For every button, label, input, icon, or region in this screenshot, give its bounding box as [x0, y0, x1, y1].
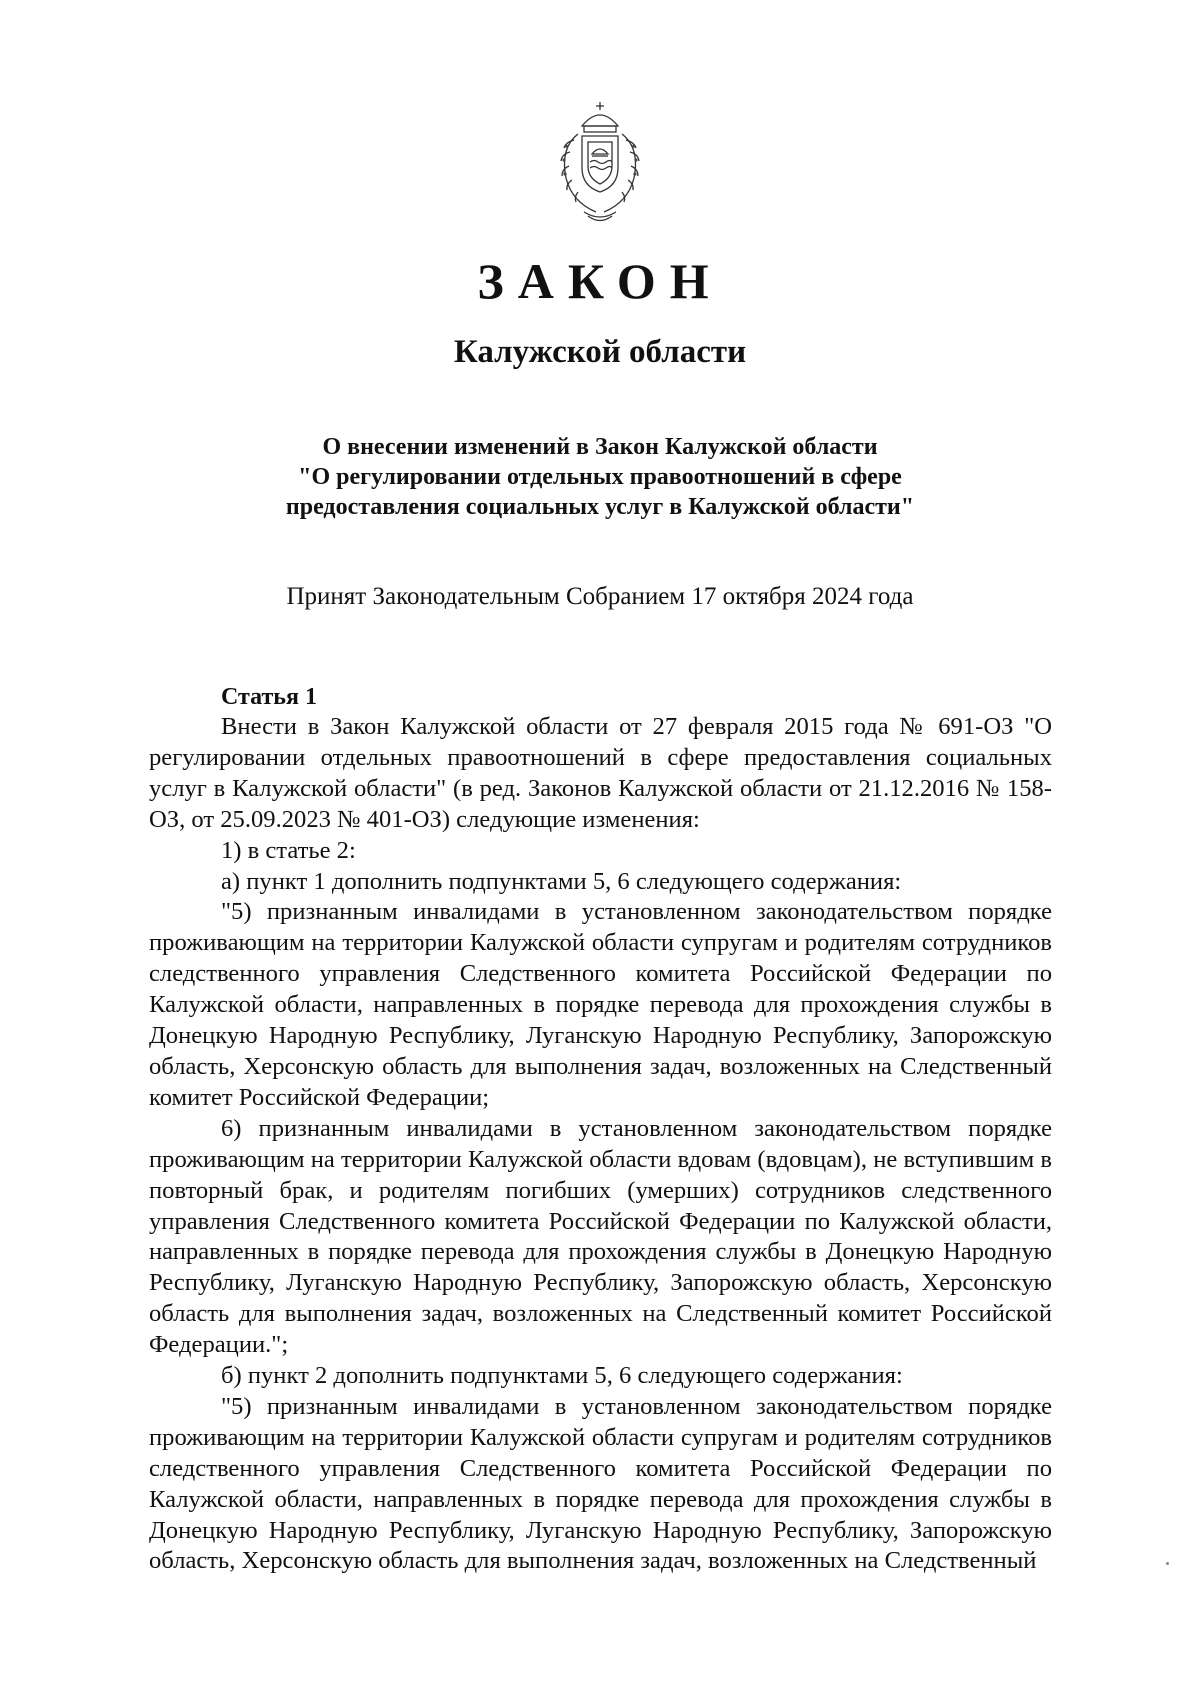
scan-speck: [1166, 1562, 1169, 1565]
body-paragraph: 1) в статье 2:: [221, 836, 356, 864]
law-heading: [150, 432, 1050, 522]
law-heading-line: предоставления социальных услуг в Калужской области": [285, 494, 915, 520]
law-heading-line: О внесении изменений в Закон Калужской области: [322, 434, 878, 460]
body-paragraph: а) пункт 1 дополнить подпунктами 5, 6 следующего содержания:: [221, 867, 902, 895]
kaluga-region-coat-of-arms-icon: [538, 98, 662, 228]
article-body: [149, 712, 1052, 1577]
adoption-date-line: Принят Законодательным Собранием 17 октября 2024 года: [286, 583, 914, 610]
law-heading-line: "О регулировании отдельных правоотношений в сфере: [298, 464, 902, 490]
body-paragraph: 6) признанным инвалидами в установленном законодательством порядке проживающим на территории Калужской области вдовам (вдовцам), не вступившим в повторный брак, и родителям погибших (умерших) сотрудников следственного управления Следственного комитета Российской Федерации по Калужской области, направленных в порядке перевода для прохождения службы в Донецкую Народную Республику, Луганскую Народную Республику, Запорожскую область, Херсонскую область для выполнения задач, возложенных на Следственный комитет Российской Федерации.";: [149, 1114, 1052, 1359]
body-paragraph: б) пункт 2 дополнить подпунктами 5, 6 следующего содержания:: [221, 1362, 903, 1390]
body-paragraph: Внести в Закон Калужской области от 27 февраля 2015 года № 691-ОЗ "О регулировании отдельных правоотношений в сфере предоставления социальных услуг в Калужской области" (в ред. Законов Калужской области от 21.12.2016 № 158-ОЗ, от 25.09.2023 № 401-ОЗ) следующие изменения:: [149, 713, 1052, 833]
document-subtitle: Калужской области: [453, 334, 747, 370]
document-title: ЗАКОН: [477, 253, 723, 309]
body-paragraph: "5) признанным инвалидами в установленном законодательством порядке проживающим на территории Калужской области супругам и родителям сотрудников следственного управления Следственного комитета Российской Федерации по Калужской области, направленных в порядке перевода для прохождения службы в Донецкую Народную Республику, Луганскую Народную Республику, Запорожскую область, Херсонскую область для выполнения задач, возложенных на Следственный комитет Российской Федерации;: [149, 898, 1052, 1111]
body-paragraph: "5) признанным инвалидами в установленном законодательством порядке проживающим на территории Калужской области супругам и родителям сотрудников следственного управления Следственного комитета Российской Федерации по Калужской области, направленных в порядке перевода для прохождения службы в Донецкую Народную Республику, Луганскую Народную Республику, Запорожскую область, Херсонскую область для выполнения задач, возложенных на Следственный: [149, 1392, 1052, 1575]
article-title: Статья 1: [221, 684, 317, 710]
